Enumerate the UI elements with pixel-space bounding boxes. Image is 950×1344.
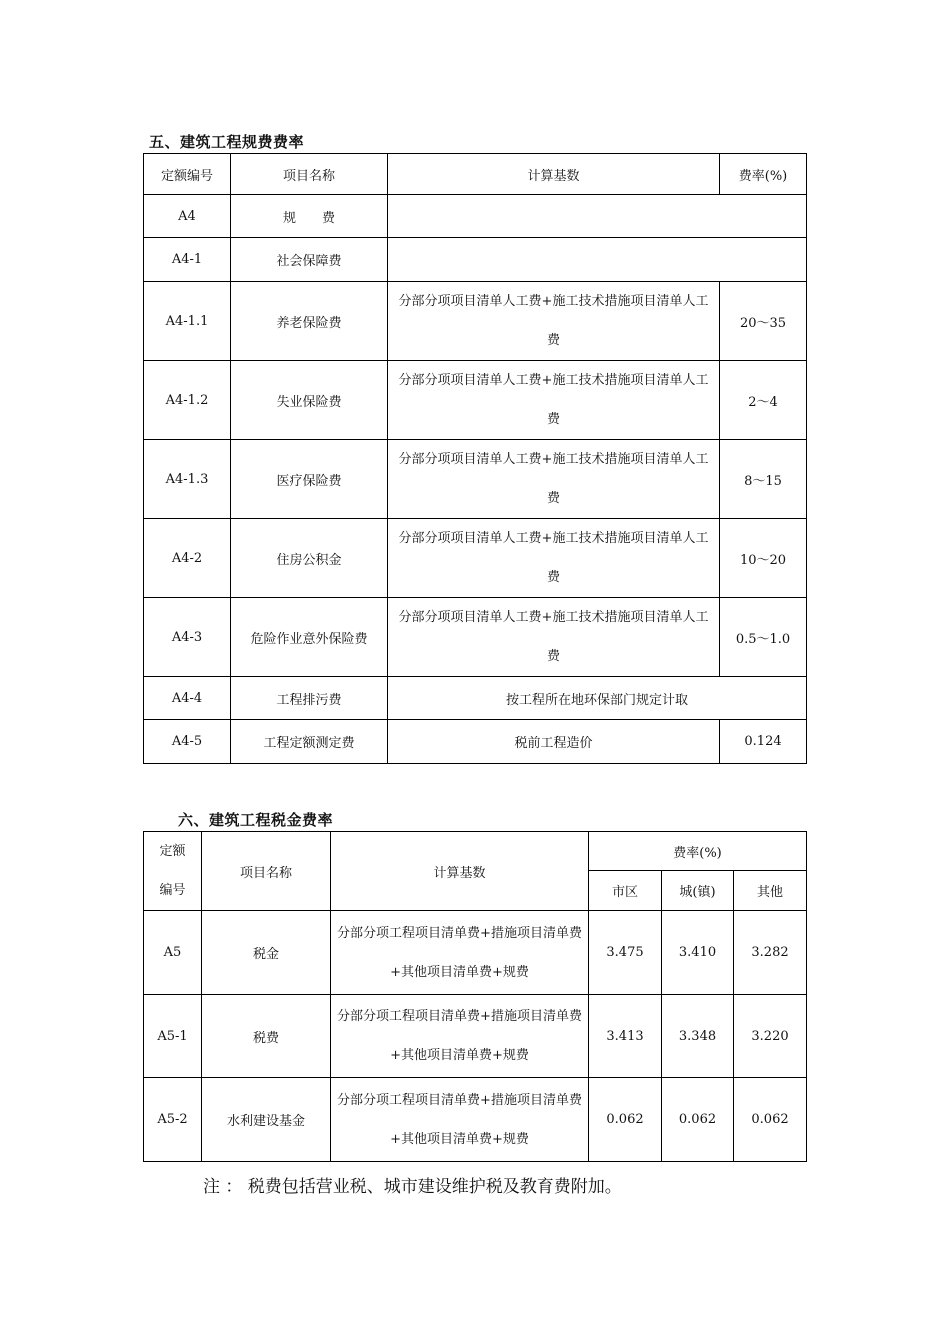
row-town: 3.348 <box>662 995 734 1078</box>
table-row <box>144 195 807 238</box>
row-code: A4-1.1 <box>144 282 231 361</box>
row-rate: 10～20 <box>720 519 807 598</box>
row-basis: 分部分项工程项目清单费+措施项目清单费+其他项目清单费+规费 <box>331 1078 589 1162</box>
table-header-row <box>144 832 807 871</box>
table-row <box>144 995 807 1078</box>
header-rate: 费率(%) <box>589 832 807 871</box>
row-rate: 2～4 <box>720 361 807 440</box>
row-basis: 分部分项工程项目清单费+措施项目清单费+其他项目清单费+规费 <box>331 911 589 995</box>
header-other: 其他 <box>734 871 807 911</box>
row-name: 工程定额测定费 <box>231 720 388 764</box>
row-basis: 分部分项项目清单人工费+施工技术措施项目清单人工费 <box>388 361 720 440</box>
row-rate: 20～35 <box>720 282 807 361</box>
table-row <box>144 440 807 519</box>
row-code: A4-1.3 <box>144 440 231 519</box>
row-other: 0.062 <box>734 1078 807 1162</box>
row-basis: 分部分项项目清单人工费+施工技术措施项目清单人工费 <box>388 598 720 677</box>
row-name: 工程排污费 <box>231 677 388 720</box>
fee-rate-table <box>143 153 807 764</box>
header-name: 项目名称 <box>202 832 331 911</box>
row-empty <box>388 238 807 282</box>
header-code <box>144 832 202 911</box>
table-row <box>144 519 807 598</box>
tax-rate-table <box>143 831 807 1162</box>
table-header-row <box>144 154 807 195</box>
table-row <box>144 677 807 720</box>
row-town: 3.410 <box>662 911 734 995</box>
row-name: 规 费 <box>231 195 388 238</box>
row-basis: 按工程所在地环保部门规定计取 <box>388 677 807 720</box>
row-other: 3.220 <box>734 995 807 1078</box>
row-code: A5-2 <box>144 1078 202 1162</box>
section6-heading: 六、建筑工程税金费率 <box>178 811 334 829</box>
row-urban: 3.413 <box>589 995 662 1078</box>
row-name: 水利建设基金 <box>202 1078 331 1162</box>
row-basis: 税前工程造价 <box>388 720 720 764</box>
row-rate: 0.5～1.0 <box>720 598 807 677</box>
row-code: A5-1 <box>144 995 202 1078</box>
row-code: A4-1 <box>144 238 231 282</box>
header-urban: 市区 <box>589 871 662 911</box>
header-code-line1: 定额 <box>159 843 186 859</box>
row-basis: 分部分项工程项目清单费+措施项目清单费+其他项目清单费+规费 <box>331 995 589 1078</box>
row-basis: 分部分项项目清单人工费+施工技术措施项目清单人工费 <box>388 519 720 598</box>
row-code: A4-1.2 <box>144 361 231 440</box>
header-code-spacer <box>144 862 201 881</box>
table-row <box>144 911 807 995</box>
header-town: 城(镇) <box>662 871 734 911</box>
row-basis: 分部分项项目清单人工费+施工技术措施项目清单人工费 <box>388 440 720 519</box>
row-name: 医疗保险费 <box>231 440 388 519</box>
row-name: 社会保障费 <box>231 238 388 282</box>
row-urban: 0.062 <box>589 1078 662 1162</box>
row-code: A4 <box>144 195 231 238</box>
row-code: A4-3 <box>144 598 231 677</box>
table-row <box>144 238 807 282</box>
footnote: 注 ： 税费包括营业税、城市建设维护税及教育费附加。 <box>203 1177 622 1197</box>
header-code: 定额编号 <box>144 154 231 195</box>
header-basis: 计算基数 <box>388 154 720 195</box>
row-empty <box>388 195 807 238</box>
header-rate: 费率(%) <box>720 154 807 195</box>
row-code: A4-4 <box>144 677 231 720</box>
row-code: A4-5 <box>144 720 231 764</box>
row-rate: 8～15 <box>720 440 807 519</box>
row-basis: 分部分项项目清单人工费+施工技术措施项目清单人工费 <box>388 282 720 361</box>
row-name: 危险作业意外保险费 <box>231 598 388 677</box>
row-name: 养老保险费 <box>231 282 388 361</box>
header-basis: 计算基数 <box>331 832 589 911</box>
row-code: A5 <box>144 911 202 995</box>
table-row <box>144 720 807 764</box>
table-row <box>144 282 807 361</box>
table-row <box>144 1078 807 1162</box>
section5-heading: 五、建筑工程规费费率 <box>149 133 305 151</box>
row-other: 3.282 <box>734 911 807 995</box>
row-town: 0.062 <box>662 1078 734 1162</box>
row-name: 税金 <box>202 911 331 995</box>
row-code: A4-2 <box>144 519 231 598</box>
row-name: 税费 <box>202 995 331 1078</box>
header-code-line2: 编号 <box>159 882 186 898</box>
table-row <box>144 598 807 677</box>
header-name: 项目名称 <box>231 154 388 195</box>
row-rate: 0.124 <box>720 720 807 764</box>
row-name: 失业保险费 <box>231 361 388 440</box>
row-name: 住房公积金 <box>231 519 388 598</box>
row-urban: 3.475 <box>589 911 662 995</box>
table-row <box>144 361 807 440</box>
